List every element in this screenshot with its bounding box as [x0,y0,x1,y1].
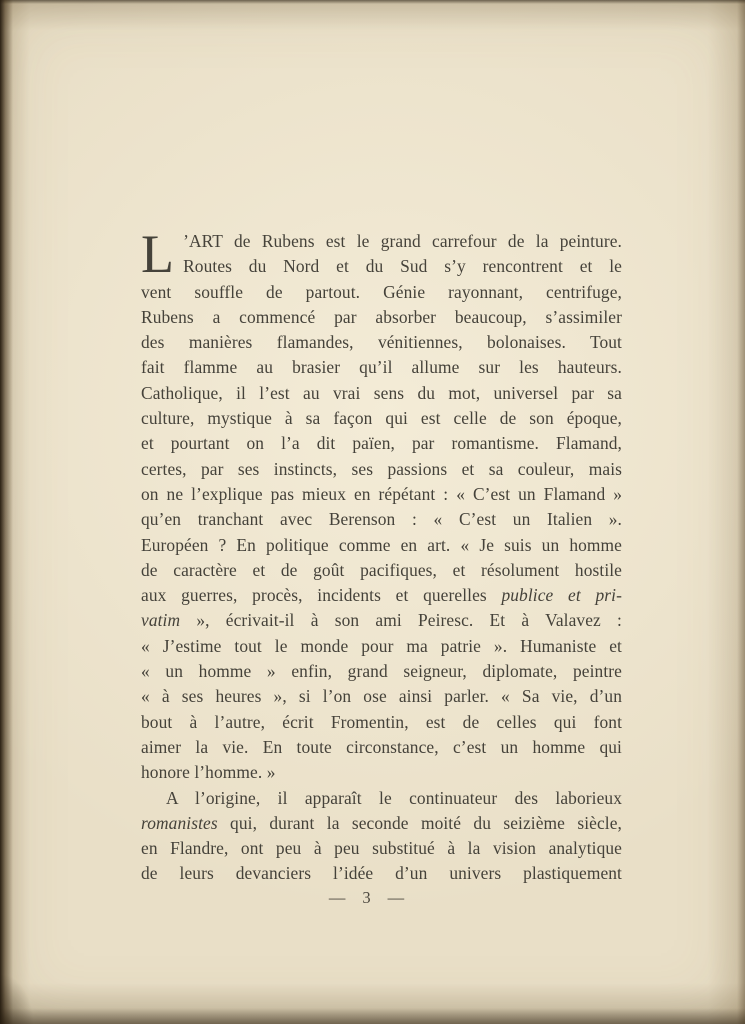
scan-edge-top [0,0,745,4]
text-line [141,457,622,482]
page-number-dash-right: — [387,888,405,907]
text-line [141,507,622,532]
text-line [141,861,622,886]
drop-cap: L [141,224,175,284]
text-line [141,355,622,380]
text-segment: aimer la vie. En toute circonstance, c’est un homme qui [141,736,622,757]
text-segment: « à ses heures », si l’on ose ainsi parler. « Sa vie, d’un [141,686,622,707]
italic-text-segment: romanistes [141,812,218,833]
italic-text-segment: vatim [141,610,181,631]
text-segment: Routes du Nord et du Sud s’y rencontrent et le [183,256,622,277]
text-line [141,406,622,431]
text-line [141,786,622,811]
text-line [141,760,622,785]
text-segment: A l’origine, il apparaît le continuateur des laborieux [166,787,622,808]
text-line [141,280,622,305]
text-segment: Rubens a commencé par absorber beaucoup, s’assimiler [141,306,622,327]
text-line [141,305,622,330]
text-segment: Européen ? En politique comme en art. « Je suis un homme [141,534,622,555]
text-column [141,224,622,887]
text-line [141,583,622,608]
text-line [141,836,622,861]
text-segment: de caractère et de goût pacifiques, et résolument hostile [141,559,622,580]
text-segment: des manières flamandes, vénitiennes, bolonaises. Tout [141,332,622,353]
page-number-value: 3 [362,888,371,907]
text-line [141,659,622,684]
text-line [141,558,622,583]
text-line [141,684,622,709]
text-line [141,254,622,279]
text-line [141,381,622,406]
text-line [141,229,622,254]
text-line [141,330,622,355]
text-segment: « un homme » enfin, grand seigneur, diplomate, peintre [141,661,622,682]
text-line [141,634,622,659]
text-line [141,710,622,735]
text-segment: culture, mystique à sa façon qui est celle de son époque, [141,408,622,429]
text-line [141,431,622,456]
text-line [141,735,622,760]
scan-corner-shadow [0,934,60,1024]
text-line [141,482,622,507]
scan-edge-bottom [0,1008,745,1024]
text-segment: Catholique, il l’est au vrai sens du mot, universel par sa [141,382,622,403]
text-line [141,811,622,836]
scan-edge-left [0,0,13,1024]
text-segment: de leurs devanciers l’idée d’un univers plastiquement [141,863,622,884]
text-segment: on ne l’explique pas mieux en répétant : « C’est un Flamand » [141,483,622,504]
text-line [141,533,622,558]
text-segment: « J’estime tout le monde pour ma patrie ». Humaniste et [141,635,622,656]
text-segment: vent souffle de partout. Génie rayonnant, centrifuge, [141,281,622,302]
text-segment: bout à l’autre, écrit Fromentin, est de celles qui font [141,711,622,732]
page-number [0,888,733,908]
text-segment: », écrivait-il à son ami Peiresc. Et à Valavez : [180,610,622,631]
text-segment: honore l’homme. » [141,762,276,783]
text-line [141,608,622,633]
text-segment: ’ART de Rubens est le grand carrefour de la peinture. [183,231,622,251]
italic-text-segment: publice et pri- [501,585,622,606]
text-segment: et pourtant on l’a dit païen, par romantisme. Flamand, [141,433,622,454]
text-segment: qu’en tranchant avec Berenson : « C’est un Italien ». [141,509,622,530]
page-number-dash-left: — [328,888,346,907]
text-segment: certes, par ses instincts, ses passions et sa couleur, mais [141,458,622,479]
text-segment: en Flandre, ont peu à peu substitué à la vision analytique [141,838,622,859]
text-segment: qui, durant la seconde moité du seizième siècle, [217,812,622,833]
text-segment: fait flamme au brasier qu’il allume sur les hauteurs. [141,357,622,378]
scan-edge-right [737,0,745,1024]
text-segment: aux guerres, procès, incidents et querelles [141,585,502,606]
